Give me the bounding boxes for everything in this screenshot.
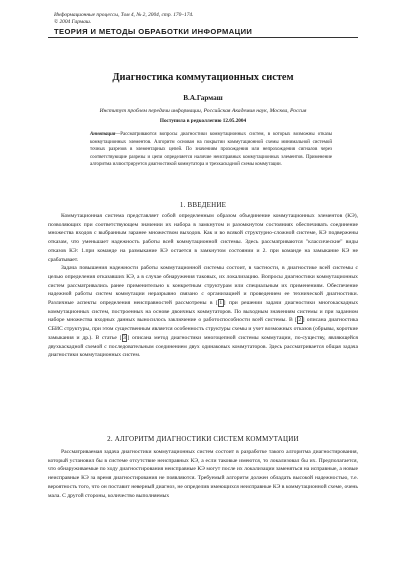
paragraph-2-text-a: Задача повышения надежности работы коммутационной системы состоит, в частности, в диагностике всей системы с целью определения отказавших КЭ, а в случае обнаружения таковых, их локализацию. Вопросы диагностики коммутационных систем рассматривались ранее применительно к конкретным структурам или специальным их применениям. Обеспечение надежной работы систем коммутации неразрывно связано с организацией и проведением ее технической диагностики. Различные аспекты определения неисправностей рассмотрены в [ (48, 265, 358, 307)
paper-title: Диагностика коммутационных систем (112, 72, 294, 83)
author-name: В.А.Гармаш (183, 94, 223, 102)
citation-link-1[interactable]: 1 (219, 300, 223, 307)
paragraph-1: Коммутационная система представляет собой определенным образом объединение коммутационных элементов (КЭ), позволяющих при соответствующем значении их набора в замкнутом и разомкнутом состояниях обеспечивать соединение множества входов с выбранным заранее множеством выходов. Как и во всякой структурно-сложной системе, КЭ подвержены отказам, что уменьшает надежность работы всей коммутационной системы. Здесь рассматриваются "классические" виды отказов КЭ: 1.при команде на размыкание КЭ остается в замкнутом состоянии и 2. при команде на замыкание КЭ не срабатывает. (48, 213, 358, 263)
citation-link-3[interactable]: 3 (123, 334, 126, 341)
paragraph-2 (48, 264, 358, 360)
abstract (90, 131, 332, 169)
paragraph-3: Рассматриваемая задача диагностики коммутационных систем состоит в разработке такого алгоритма диагностирования, который установил бы в системе отсутствие неисправных КЭ, а если таковые имеются, то локализовал бы их. Предполагается, что обнаруживаемые по ходу диагностирования неисправные КЭ могут после их локализации заменяться на исправные, а новые неисправные КЭ за время диагностирования не появляются. Требуемый алгоритм должен обладать высокой надежностью, т.е. вероятность того, что он поставит неверный диагноз, не определив имеющихся неисправные КЭ в коммутационной схеме, очень мала. С другой стороны, количество выполняемых (48, 449, 358, 499)
journal-copyright: © 2004 Гармаш. (54, 19, 92, 25)
rubric-heading: ТЕОРИЯ И МЕТОДЫ ОБРАБОТКИ ИНФОРМАЦИИ (54, 27, 253, 36)
received-date: Поступила в редколлегию 12.05.2004 (159, 118, 247, 124)
paragraph-2-text-d: ] описана метод диагностики многоцепной системы коммутации, по-существу, являющейся двухкаскадной схемой с последовательным соединением двух одинаковых коммутаторов. Здесь рассматривается общая задача диагностики коммутационных систем. (48, 334, 358, 359)
abstract-label: Аннотация (90, 132, 116, 137)
rubric-divider (48, 37, 358, 38)
paragraph-2-text-c: ] описана диагностика СБИС структуры, при этом существенным является особенность структуры схемы и учет возможных отказов (обрывы, короткие замыкания и др.). В статье [ (48, 317, 359, 341)
abstract-text: —Рассматриваются вопросы диагностики коммутационных систем, в которых возможны отказы коммутационных элементов. Алгоритм основан на покрытии коммутационной схемы минимальной системой точных разрезов в элементарных цепей. По значениям прохождения или непрохождения сигналов через соответствующие разрезы и цепи определяется наличие неисправных коммутационных элементов. Применение алгоритма иллюстрируется диагностикой коммутатора и трехкаскадной схемы коммутации. (90, 132, 332, 168)
journal-info (54, 12, 304, 26)
paragraph-2-text-b: ] при решении задачи диагностики многокаскадных коммутационных систем, построенных на основе двоичных коммутаторов. По выходным значениям системы и при заданном наборе множества входных данных выносилось заключение о работоспособности всей системы. В [ (48, 300, 358, 324)
section-2-body (48, 448, 358, 500)
section-1-body (48, 212, 358, 360)
section-heading-algorithm: 2. АЛГОРИТМ ДИАГНОСТИКИ СИСТЕМ КОММУТАЦИИ (107, 435, 299, 443)
author-affiliation: Институт проблем передачи информации, Российская Академия наук, Москва, Россия (99, 108, 307, 114)
journal-citation: Информационные процессы, Том 4, № 2, 2004, стр. 170–174. (54, 12, 194, 18)
section-heading-introduction: 1. ВВЕДЕНИЕ (179, 201, 227, 209)
citation-link-2[interactable]: 2 (298, 317, 302, 324)
